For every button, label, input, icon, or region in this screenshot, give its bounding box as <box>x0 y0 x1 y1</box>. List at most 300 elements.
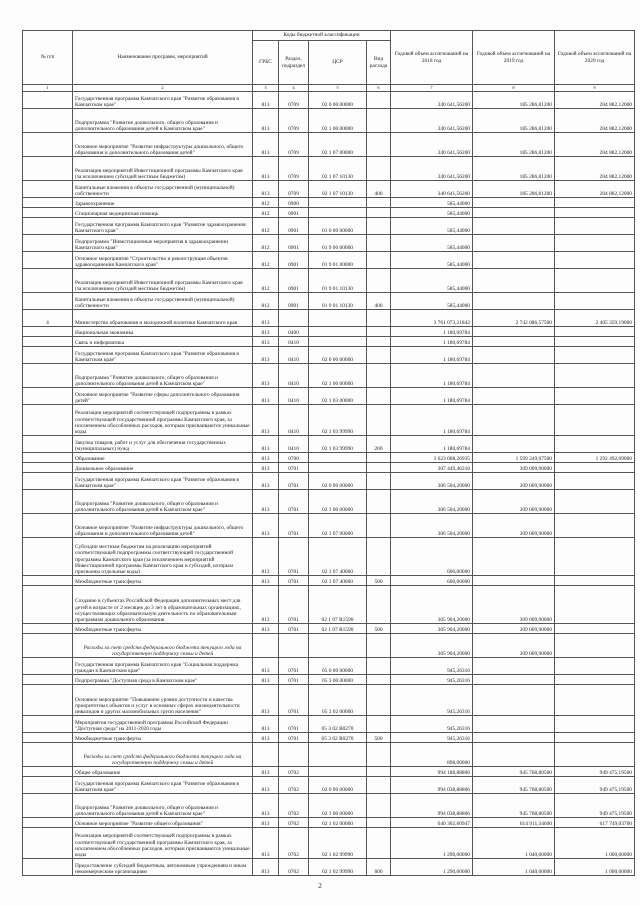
row-name: Предоставление субсидий бюджетным, автономным учреждениям и иным некоммерческим организациям <box>73 859 253 876</box>
row-csr: 05 3 02 00000 <box>309 685 367 716</box>
row-name: Создание в субъектах Российской Федерации дополнительных мест для детей в возрасте от 2 месяцев до 3 лет в образовательных организациях, осуществляющих образовательную деятельность по образовательным программам дошкольного образования <box>73 586 253 624</box>
column-number: 2 <box>73 85 253 92</box>
row-name: Государственная программа Камчатского края "Развитие образования в Камчатском крае" <box>73 347 253 364</box>
row-grbs: 812 <box>253 208 279 218</box>
row-grbs: 813 <box>253 388 279 405</box>
row-grbs: 813 <box>253 514 279 538</box>
table-row <box>23 658 635 675</box>
row-section: 0702 <box>279 767 309 777</box>
row-vr: 500 <box>367 733 391 743</box>
row-number <box>23 794 73 818</box>
row-csr: 05 0 00 00000 <box>309 658 367 675</box>
row-2018: 994 038,88806 <box>391 794 473 818</box>
row-csr: 02 1 07 R1590 <box>309 586 367 624</box>
row-vr <box>367 252 391 269</box>
row-2018: 340 641,56200 <box>391 109 473 133</box>
row-csr: 01 0 00 00000 <box>309 218 367 235</box>
row-csr: 05 3 02 R0270 <box>309 733 367 743</box>
table-row <box>23 828 635 859</box>
row-csr: 02 0 00 00000 <box>309 347 367 364</box>
row-2020: 617 749,03700 <box>555 818 635 828</box>
row-grbs: 813 <box>253 453 279 463</box>
row-2019: 185 286,81200 <box>473 92 555 109</box>
row-2019 <box>473 436 555 453</box>
row-vr <box>367 208 391 218</box>
row-2019: 945 768,80500 <box>473 777 555 794</box>
row-2020 <box>555 436 635 453</box>
row-number <box>23 490 73 514</box>
table-row <box>23 538 635 576</box>
row-section: 0702 <box>279 777 309 794</box>
row-section: 0410 <box>279 436 309 453</box>
row-csr: 02 1 02 00000 <box>309 818 367 828</box>
row-number <box>23 92 73 109</box>
row-vr <box>367 514 391 538</box>
row-vr <box>367 794 391 818</box>
row-grbs: 813 <box>253 624 279 634</box>
row-number <box>23 436 73 453</box>
row-grbs: 813 <box>253 859 279 876</box>
row-grbs: 813 <box>253 490 279 514</box>
row-2019 <box>473 269 555 293</box>
row-name: Основное мероприятие "Развитие инфраструктуры дошкольного, общего образования и дополнительного образования детей" <box>73 133 253 157</box>
row-csr: 02 1 00 00000 <box>309 364 367 388</box>
row-name: Государственная программа Камчатского края "Развитие образования в Камчатском крае" <box>73 92 253 109</box>
row-2020 <box>555 347 635 364</box>
table-row <box>23 157 635 181</box>
header-num: № п/п <box>23 31 73 85</box>
row-vr <box>367 109 391 133</box>
row-2019 <box>473 252 555 269</box>
header-name: Наименование программ, мероприятий <box>73 31 253 85</box>
row-2018: 306 504,20000 <box>391 473 473 490</box>
row-grbs: 813 <box>253 716 279 733</box>
row-grbs: 812 <box>253 269 279 293</box>
row-number <box>23 675 73 685</box>
table-row <box>23 235 635 252</box>
row-section: 0701 <box>279 538 309 576</box>
row-vr <box>367 658 391 675</box>
table-row <box>23 453 635 463</box>
row-grbs: 813 <box>253 327 279 337</box>
row-section: 0900 <box>279 198 309 208</box>
row-vr <box>367 716 391 733</box>
row-grbs: 813 <box>253 436 279 453</box>
table-row <box>23 473 635 490</box>
row-2020 <box>555 634 635 658</box>
table-row <box>23 576 635 586</box>
row-section: 0701 <box>279 675 309 685</box>
row-vr <box>367 453 391 463</box>
row-2018: 945,26316 <box>391 685 473 716</box>
row-2019 <box>473 405 555 436</box>
column-number: 7 <box>391 85 473 92</box>
row-grbs: 813 <box>253 364 279 388</box>
row-section: 0410 <box>279 388 309 405</box>
row-2018: 585,44000 <box>391 218 473 235</box>
row-2019: 1 040,00000 <box>473 828 555 859</box>
row-number <box>23 405 73 436</box>
row-csr: 02 1 07 40060 <box>309 576 367 586</box>
table-row <box>23 514 635 538</box>
row-grbs: 813 <box>253 310 279 327</box>
row-grbs: 813 <box>253 818 279 828</box>
table-row <box>23 133 635 157</box>
row-vr <box>367 310 391 327</box>
row-vr <box>367 218 391 235</box>
column-number: 5 <box>309 85 367 92</box>
row-2018: 1 180,69784 <box>391 347 473 364</box>
row-vr <box>367 767 391 777</box>
row-name: Дошкольное образование <box>73 463 253 473</box>
row-2020: 204 882,12000 <box>555 181 635 198</box>
row-number <box>23 208 73 218</box>
row-vr <box>367 685 391 716</box>
row-grbs: 813 <box>253 337 279 347</box>
row-csr: 05 3 02 R0270 <box>309 716 367 733</box>
row-2019: 185 286,81200 <box>473 133 555 157</box>
row-vr <box>367 405 391 436</box>
row-csr: 02 1 03 00000 <box>309 388 367 405</box>
row-2020 <box>555 538 635 576</box>
table-row <box>23 92 635 109</box>
table-row <box>23 733 635 743</box>
row-2018: 340 641,56200 <box>391 92 473 109</box>
row-name: Государственная программа Камчатского края "Развитие образования в Камчатском крае" <box>73 473 253 490</box>
row-grbs: 813 <box>253 685 279 716</box>
row-number <box>23 538 73 576</box>
row-2018: 994 038,88806 <box>391 777 473 794</box>
row-2019 <box>473 743 555 767</box>
row-name: Расходы за счет средств федерального бюджета текущего года на государственную поддержку семьи и детей <box>73 634 253 658</box>
row-number <box>23 463 73 473</box>
table-row <box>23 198 635 208</box>
row-grbs <box>253 634 279 658</box>
row-grbs: 812 <box>253 252 279 269</box>
header-section: Раздел, подраздел <box>279 41 309 85</box>
row-2019 <box>473 198 555 208</box>
row-vr <box>367 157 391 181</box>
row-number <box>23 624 73 634</box>
row-number <box>23 269 73 293</box>
row-grbs: 812 <box>253 293 279 310</box>
row-2018: 600,00000 <box>391 576 473 586</box>
table-row <box>23 310 635 327</box>
row-2018: 1 180,69784 <box>391 364 473 388</box>
row-csr: 02 1 02 99990 <box>309 828 367 859</box>
row-vr: 400 <box>367 293 391 310</box>
row-csr: 02 0 00 00000 <box>309 92 367 109</box>
row-csr <box>309 463 367 473</box>
budget-table <box>22 30 635 876</box>
row-2018: 898,00000 <box>391 743 473 767</box>
row-name: Субсидии местным бюджетам на реализацию мероприятий соответствующей подпрограммы соответствующей государственной программы Камчатского края (за исключением мероприятий Инвестиционной программы Камчатского края и субсидий, которым присвоены отдельные коды) <box>73 538 253 576</box>
row-name: Подпрограмма "Развитие дошкольного, общего образования и дополнительного образования детей в Камчатском крае" <box>73 109 253 133</box>
table-row <box>23 859 635 876</box>
row-vr <box>367 490 391 514</box>
row-number <box>23 743 73 767</box>
row-2019: 1 040,00000 <box>473 859 555 876</box>
column-number: 6 <box>367 85 391 92</box>
table-row <box>23 337 635 347</box>
row-section <box>279 743 309 767</box>
row-vr <box>367 463 391 473</box>
table-row <box>23 388 635 405</box>
row-csr <box>309 767 367 777</box>
row-vr <box>367 818 391 828</box>
row-csr: 01 9 01 00000 <box>309 252 367 269</box>
row-2018: 1 290,00000 <box>391 828 473 859</box>
row-csr <box>309 327 367 337</box>
row-2020 <box>555 586 635 624</box>
row-2020: 2 405 359,19000 <box>555 310 635 327</box>
row-2020: 949 475,19500 <box>555 767 635 777</box>
column-number: 4 <box>279 85 309 92</box>
row-vr <box>367 473 391 490</box>
row-section: 0702 <box>279 859 309 876</box>
row-section: 0901 <box>279 235 309 252</box>
row-number <box>23 576 73 586</box>
row-2020: 204 882,12000 <box>555 133 635 157</box>
row-section: 0901 <box>279 208 309 218</box>
header-grbs: ГРБС <box>253 41 279 85</box>
row-vr <box>367 364 391 388</box>
row-2020 <box>555 252 635 269</box>
row-grbs: 813 <box>253 777 279 794</box>
row-2020: 949 475,19500 <box>555 794 635 818</box>
row-name: Здравоохранение <box>73 198 253 208</box>
row-csr: 02 1 00 00000 <box>309 794 367 818</box>
table-row <box>23 208 635 218</box>
row-csr <box>309 208 367 218</box>
row-2019: 945 768,80500 <box>473 794 555 818</box>
row-2018: 945,26316 <box>391 658 473 675</box>
row-2019: 185 286,81200 <box>473 157 555 181</box>
row-number <box>23 514 73 538</box>
row-section: 0709 <box>279 157 309 181</box>
row-2019 <box>473 208 555 218</box>
row-csr: 02 1 07 00000 <box>309 514 367 538</box>
row-2020: 204 882,12000 <box>555 109 635 133</box>
row-section <box>279 310 309 327</box>
row-number <box>23 109 73 133</box>
row-section: 0901 <box>279 269 309 293</box>
row-grbs: 813 <box>253 828 279 859</box>
row-2020 <box>555 685 635 716</box>
row-grbs: 812 <box>253 235 279 252</box>
row-2018: 585,44000 <box>391 252 473 269</box>
row-section: 0701 <box>279 658 309 675</box>
row-number <box>23 453 73 463</box>
row-number <box>23 473 73 490</box>
row-vr: 500 <box>367 576 391 586</box>
row-2018: 306 504,20000 <box>391 490 473 514</box>
row-grbs: 813 <box>253 463 279 473</box>
row-2019 <box>473 658 555 675</box>
row-2020 <box>555 388 635 405</box>
row-csr <box>309 198 367 208</box>
row-section: 0701 <box>279 716 309 733</box>
row-2020 <box>555 337 635 347</box>
row-name: Связь и информатика <box>73 337 253 347</box>
row-2019: 185 286,81200 <box>473 181 555 198</box>
row-2020 <box>555 293 635 310</box>
row-number <box>23 685 73 716</box>
row-2019 <box>473 347 555 364</box>
row-2018: 305 904,20000 <box>391 586 473 624</box>
row-2018: 600,00000 <box>391 538 473 576</box>
row-2020 <box>555 463 635 473</box>
row-name: Межбюджетные трансферты <box>73 624 253 634</box>
row-csr <box>309 310 367 327</box>
row-section: 0702 <box>279 828 309 859</box>
row-2019 <box>473 364 555 388</box>
header-csr: ЦСР <box>309 41 367 85</box>
row-number <box>23 218 73 235</box>
row-vr <box>367 777 391 794</box>
row-section: 0702 <box>279 818 309 828</box>
row-csr: 02 1 02 99990 <box>309 859 367 876</box>
row-section: 0701 <box>279 473 309 490</box>
row-vr <box>367 347 391 364</box>
row-grbs: 813 <box>253 794 279 818</box>
row-csr: 02 1 07 R1590 <box>309 624 367 634</box>
row-name: Образование <box>73 453 253 463</box>
row-csr: 02 1 00 00000 <box>309 109 367 133</box>
row-grbs: 813 <box>253 473 279 490</box>
row-2020 <box>555 743 635 767</box>
row-grbs: 813 <box>253 181 279 198</box>
row-vr <box>367 538 391 576</box>
row-name: Реализация мероприятий соответствующей подпрограммы в рамках соответствующей государственной программы Камчатского края, за исключением обособленных расходов, которым присваиваются уникальные коды <box>73 828 253 859</box>
table-row <box>23 218 635 235</box>
row-2019: 309 009,90000 <box>473 490 555 514</box>
row-vr <box>367 133 391 157</box>
row-2020 <box>555 235 635 252</box>
row-csr: 02 0 00 00000 <box>309 777 367 794</box>
row-2020: 1 000,00000 <box>555 859 635 876</box>
row-section: 0901 <box>279 252 309 269</box>
row-grbs: 813 <box>253 405 279 436</box>
row-vr <box>367 269 391 293</box>
table-row <box>23 181 635 198</box>
row-csr: 05 3 00 00000 <box>309 675 367 685</box>
row-2020: 1 292 492,09000 <box>555 453 635 463</box>
row-section: 0410 <box>279 347 309 364</box>
row-2018: 945,26316 <box>391 733 473 743</box>
column-number: 1 <box>23 85 73 92</box>
column-number: 9 <box>555 85 635 92</box>
row-2020 <box>555 198 635 208</box>
row-name: Основное мероприятие "Развитие сферы дополнительного образования детей" <box>73 388 253 405</box>
row-2018: 3 623 008,26935 <box>391 453 473 463</box>
row-name: Государственная программа Камчатского края "Развитие здравоохранения Камчатского края" <box>73 218 253 235</box>
row-vr: 400 <box>367 181 391 198</box>
row-2020 <box>555 716 635 733</box>
row-csr <box>309 453 367 463</box>
row-section: 0410 <box>279 337 309 347</box>
row-section: 0702 <box>279 794 309 818</box>
row-2020: 204 882,12000 <box>555 92 635 109</box>
row-name: Стационарная медицинская помощь <box>73 208 253 218</box>
row-2018: 994 188,88806 <box>391 767 473 777</box>
row-2020 <box>555 514 635 538</box>
column-number: 3 <box>253 85 279 92</box>
row-grbs: 813 <box>253 586 279 624</box>
row-number <box>23 198 73 208</box>
row-2019 <box>473 733 555 743</box>
row-vr <box>367 327 391 337</box>
row-number: 4 <box>23 310 73 327</box>
row-vr <box>367 235 391 252</box>
table-row <box>23 327 635 337</box>
row-csr: 01 9 01 10130 <box>309 269 367 293</box>
row-section: 0701 <box>279 463 309 473</box>
row-grbs: 813 <box>253 733 279 743</box>
row-number <box>23 327 73 337</box>
row-2018: 1 290,00000 <box>391 859 473 876</box>
row-csr: 02 1 07 10130 <box>309 157 367 181</box>
row-section: 0410 <box>279 364 309 388</box>
row-grbs: 812 <box>253 218 279 235</box>
row-name: Мероприятия государственной программы Российской Федерации "Доступная среда" на 2011-2020 годы <box>73 716 253 733</box>
row-section: 0701 <box>279 685 309 716</box>
row-vr <box>367 675 391 685</box>
row-number <box>23 181 73 198</box>
row-2018: 585,44000 <box>391 235 473 252</box>
row-2018: 1 180,69784 <box>391 327 473 337</box>
row-2018: 585,44000 <box>391 198 473 208</box>
row-name: Реализация мероприятий соответствующей подпрограммы в рамках соответствующей государственной программы Камчатского края, за исключением обособленных расходов, которым присваиваются уникальные коды <box>73 405 253 436</box>
row-grbs: 813 <box>253 576 279 586</box>
row-2018: 585,44000 <box>391 269 473 293</box>
row-name: Основное мероприятие "Развитие инфраструктуры дошкольного, общего образования и дополнительного образования детей" <box>73 514 253 538</box>
row-2018: 340 641,56200 <box>391 181 473 198</box>
row-2019 <box>473 716 555 733</box>
row-section: 0701 <box>279 490 309 514</box>
row-2019 <box>473 388 555 405</box>
row-2019 <box>473 538 555 576</box>
row-name: Капитальные вложения в объекты государственной (муниципальной) собственности <box>73 181 253 198</box>
row-name: Подпрограмма "Развитие дошкольного, общего образования и дополнительного образования детей в Камчатском крае" <box>73 794 253 818</box>
table-row <box>23 818 635 828</box>
row-name: Общее образование <box>73 767 253 777</box>
row-name: Министерство образования и молодежной политики Камчатского края <box>73 310 253 327</box>
row-number <box>23 364 73 388</box>
row-2019: 309 009,90000 <box>473 514 555 538</box>
row-2019 <box>473 218 555 235</box>
row-section: 0709 <box>279 133 309 157</box>
row-section: 0400 <box>279 327 309 337</box>
table-row <box>23 743 635 767</box>
row-number <box>23 859 73 876</box>
row-grbs: 813 <box>253 109 279 133</box>
table-row <box>23 109 635 133</box>
row-csr <box>309 337 367 347</box>
row-vr <box>367 634 391 658</box>
row-section: 0709 <box>279 92 309 109</box>
table-row <box>23 777 635 794</box>
column-number: 8 <box>473 85 555 92</box>
row-name: Подпрограмма "Доступная среда в Камчатском крае" <box>73 675 253 685</box>
header-codes: Коды бюджетной классификации <box>253 31 391 41</box>
row-grbs: 813 <box>253 767 279 777</box>
row-2020 <box>555 364 635 388</box>
row-name: Реализация мероприятий Инвестиционной программы Камчатского края (за исключением субсидий местным бюджетам) <box>73 157 253 181</box>
row-2019 <box>473 293 555 310</box>
row-2019: 2 742 086,57500 <box>473 310 555 327</box>
row-2019: 614 911,34600 <box>473 818 555 828</box>
